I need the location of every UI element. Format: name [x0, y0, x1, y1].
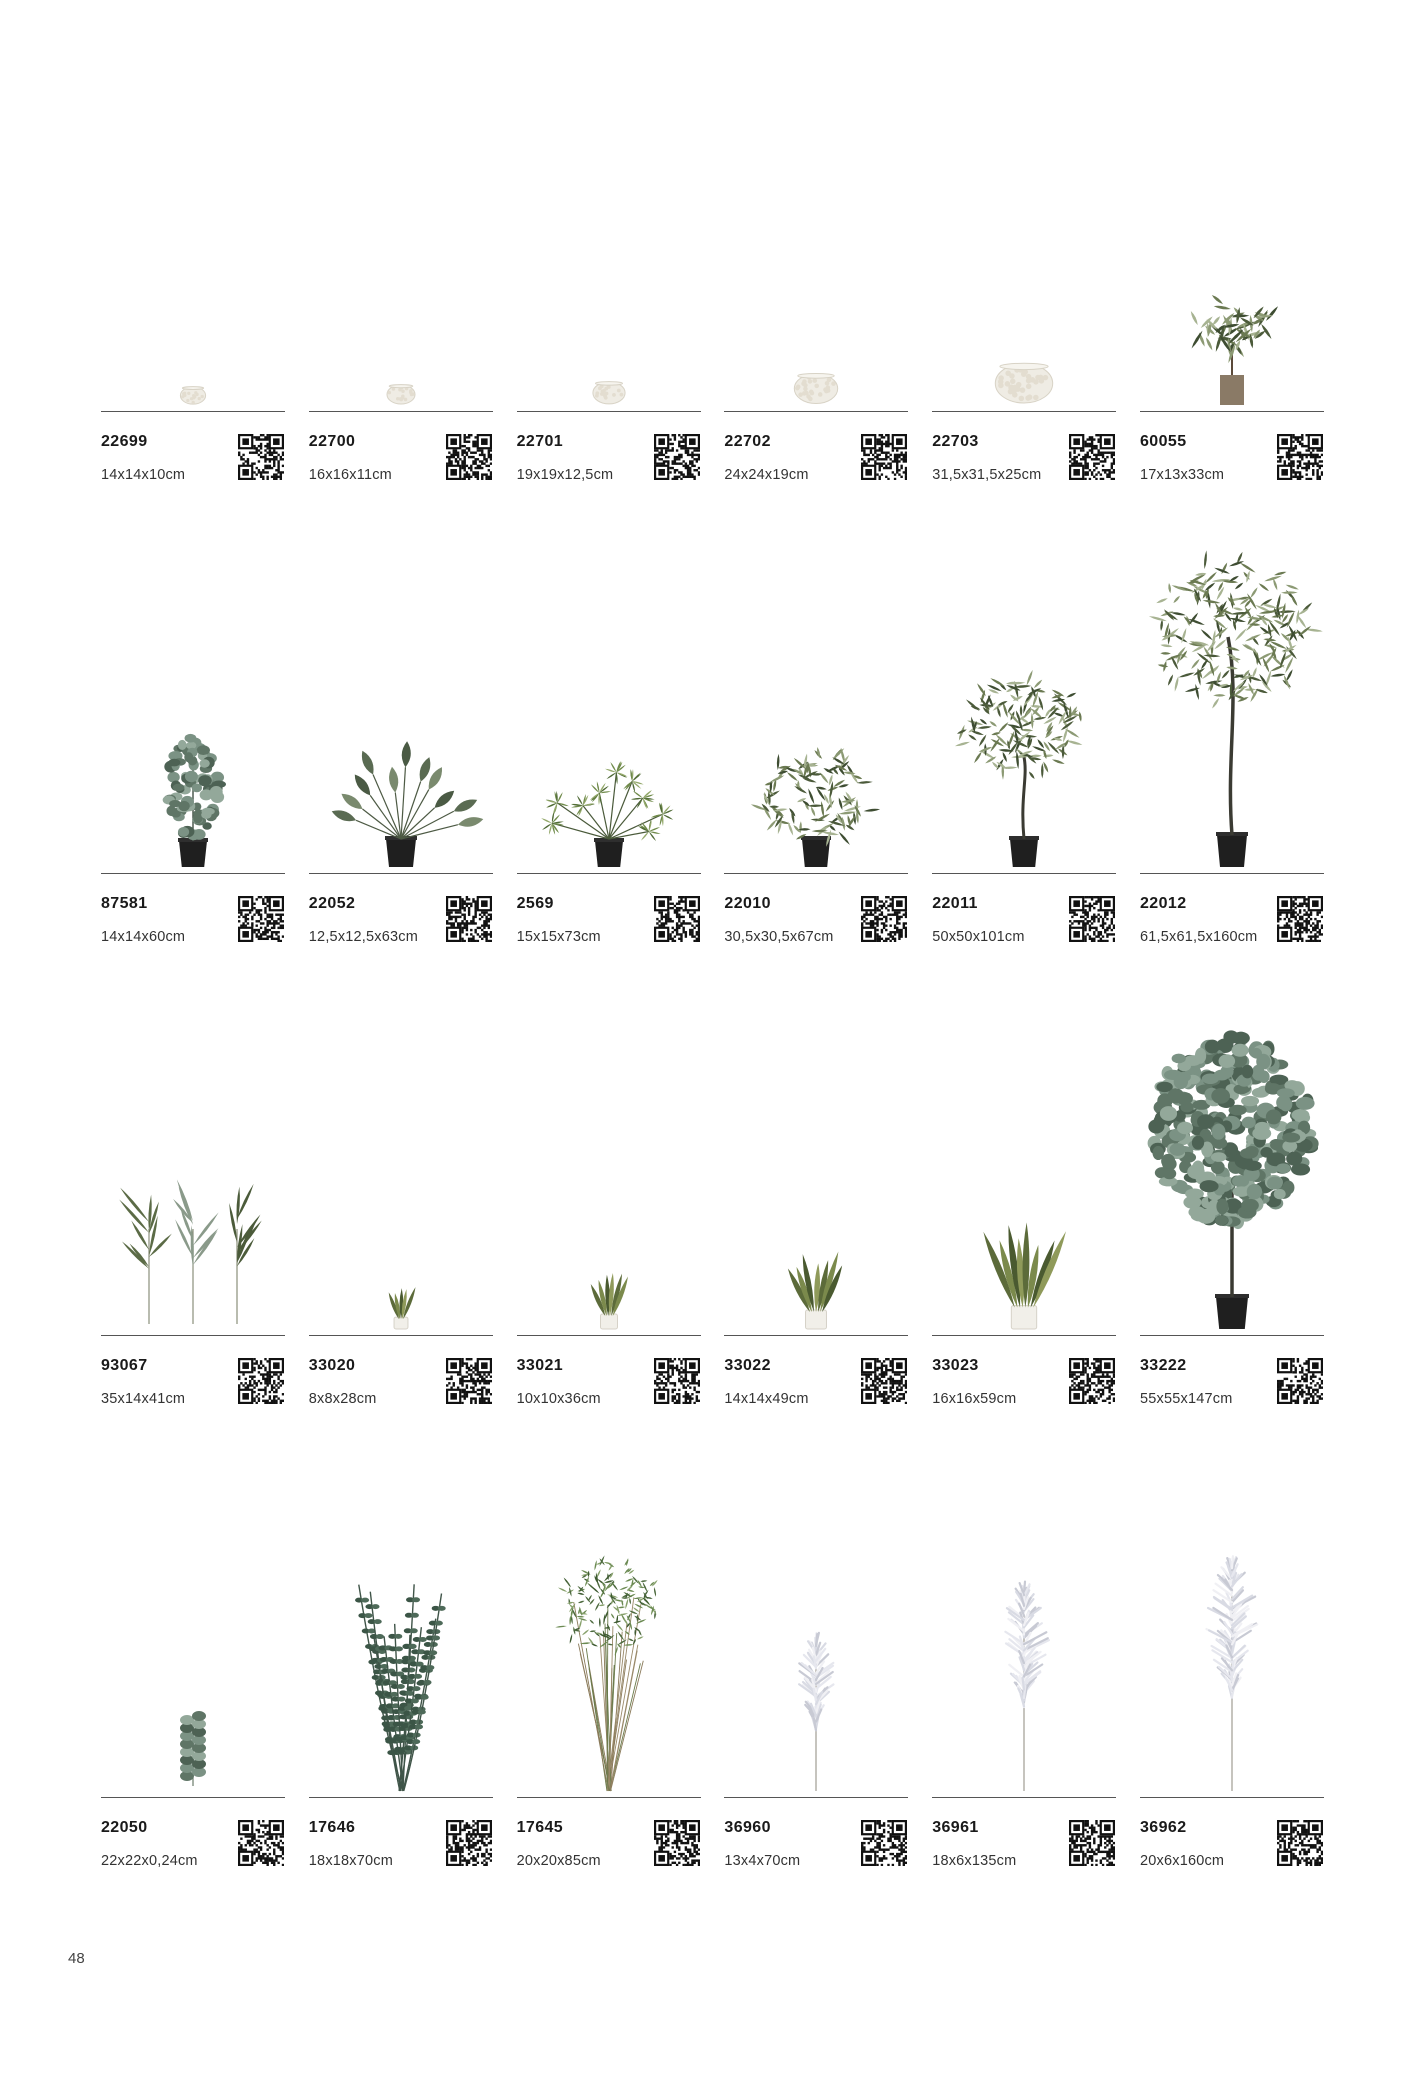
product-image — [101, 1174, 285, 1334]
product-dimensions: 50x50x101cm — [932, 929, 1024, 945]
product-item — [101, 1636, 285, 2098]
product-code: 22050 — [101, 1819, 148, 1837]
product-code: 36962 — [1140, 1819, 1187, 1837]
divider — [1140, 1335, 1324, 1336]
qr-code-icon[interactable] — [1069, 1358, 1115, 1404]
product-code: 36961 — [932, 1819, 979, 1837]
product-dimensions: 10x10x36cm — [517, 1391, 601, 1407]
divider — [517, 873, 701, 874]
product-code: 33020 — [309, 1357, 356, 1375]
product-dimensions: 22x22x0,24cm — [101, 1853, 198, 1869]
qr-code-icon[interactable] — [654, 1358, 700, 1404]
product-image — [1140, 1636, 1324, 1796]
product-code: 22012 — [1140, 895, 1187, 913]
divider — [101, 1797, 285, 1798]
qr-code-icon[interactable] — [238, 896, 284, 942]
divider — [724, 1335, 908, 1336]
qr-code-icon[interactable] — [238, 1820, 284, 1866]
product-item — [724, 1174, 908, 1636]
product-image — [309, 1174, 493, 1334]
product-dimensions: 30,5x30,5x67cm — [724, 929, 833, 945]
product-code: 22052 — [309, 895, 356, 913]
divider — [724, 1797, 908, 1798]
product-dimensions: 20x20x85cm — [517, 1853, 601, 1869]
qr-code-icon[interactable] — [654, 434, 700, 480]
product-dimensions: 24x24x19cm — [724, 467, 808, 483]
qr-code-icon[interactable] — [446, 896, 492, 942]
product-image — [932, 1174, 1116, 1334]
product-code: 17646 — [309, 1819, 356, 1837]
qr-code-icon[interactable] — [654, 1820, 700, 1866]
product-item — [932, 1636, 1116, 2098]
divider — [101, 1335, 285, 1336]
qr-code-icon[interactable] — [1069, 434, 1115, 480]
qr-code-icon[interactable] — [861, 896, 907, 942]
product-code: 22011 — [932, 895, 978, 913]
product-dimensions: 18x6x135cm — [932, 1853, 1016, 1869]
product-code: 33022 — [724, 1357, 771, 1375]
divider — [517, 1797, 701, 1798]
product-image — [724, 712, 908, 872]
product-dimensions: 17x13x33cm — [1140, 467, 1224, 483]
divider — [309, 873, 493, 874]
product-code: 22702 — [724, 433, 771, 451]
product-dimensions: 35x14x41cm — [101, 1391, 185, 1407]
product-item — [101, 250, 285, 712]
qr-code-icon[interactable] — [446, 1358, 492, 1404]
divider — [517, 411, 701, 412]
product-dimensions: 14x14x10cm — [101, 467, 185, 483]
product-item — [932, 250, 1116, 712]
qr-code-icon[interactable] — [861, 434, 907, 480]
product-code: 87581 — [101, 895, 148, 913]
product-item — [724, 250, 908, 712]
product-dimensions: 31,5x31,5x25cm — [932, 467, 1041, 483]
qr-code-icon[interactable] — [861, 1358, 907, 1404]
product-image — [309, 712, 493, 872]
product-image — [309, 1636, 493, 1796]
divider — [101, 411, 285, 412]
product-code: 60055 — [1140, 433, 1187, 451]
product-grid — [101, 250, 1324, 2098]
product-code: 22700 — [309, 433, 356, 451]
product-dimensions: 19x19x12,5cm — [517, 467, 614, 483]
product-row — [101, 1636, 1324, 2098]
product-code: 22010 — [724, 895, 771, 913]
product-code: 22699 — [101, 433, 148, 451]
product-dimensions: 14x14x49cm — [724, 1391, 808, 1407]
product-image — [932, 250, 1116, 410]
product-item — [517, 1636, 701, 2098]
qr-code-icon[interactable] — [1069, 896, 1115, 942]
product-item — [724, 1636, 908, 2098]
product-item — [101, 712, 285, 1174]
product-code: 22701 — [517, 433, 564, 451]
product-image — [517, 250, 701, 410]
qr-code-icon[interactable] — [238, 434, 284, 480]
product-code: 33222 — [1140, 1357, 1187, 1375]
product-image — [517, 712, 701, 872]
product-row — [101, 712, 1324, 1174]
divider — [309, 1335, 493, 1336]
product-item — [309, 250, 493, 712]
product-image — [1140, 250, 1324, 410]
qr-code-icon[interactable] — [654, 896, 700, 942]
divider — [724, 873, 908, 874]
qr-code-icon[interactable] — [446, 1820, 492, 1866]
divider — [101, 873, 285, 874]
product-dimensions: 15x15x73cm — [517, 929, 601, 945]
product-item — [309, 712, 493, 1174]
product-dimensions: 12,5x12,5x63cm — [309, 929, 418, 945]
product-item — [517, 1174, 701, 1636]
divider — [1140, 1797, 1324, 1798]
product-code: 17645 — [517, 1819, 564, 1837]
product-image — [932, 1636, 1116, 1796]
qr-code-icon[interactable] — [1277, 1820, 1323, 1866]
product-image — [1140, 712, 1324, 872]
product-code: 2569 — [517, 895, 554, 913]
product-dimensions: 16x16x11cm — [309, 467, 392, 483]
qr-code-icon[interactable] — [446, 434, 492, 480]
product-item — [932, 712, 1116, 1174]
product-dimensions: 61,5x61,5x160cm — [1140, 929, 1257, 945]
product-item — [101, 1174, 285, 1636]
product-item — [1140, 1636, 1324, 2098]
product-image — [101, 712, 285, 872]
page-number: 48 — [68, 1950, 85, 1967]
product-item — [932, 1174, 1116, 1636]
product-code: 36960 — [724, 1819, 771, 1837]
product-item — [309, 1174, 493, 1636]
product-code: 93067 — [101, 1357, 148, 1375]
product-dimensions: 55x55x147cm — [1140, 1391, 1232, 1407]
product-row — [101, 1174, 1324, 1636]
product-row — [101, 250, 1324, 712]
product-image — [101, 250, 285, 410]
divider — [517, 1335, 701, 1336]
product-item — [309, 1636, 493, 2098]
product-image — [517, 1174, 701, 1334]
divider — [932, 411, 1116, 412]
product-image — [724, 1174, 908, 1334]
product-dimensions: 16x16x59cm — [932, 1391, 1016, 1407]
divider — [932, 873, 1116, 874]
product-image — [932, 712, 1116, 872]
product-item — [724, 712, 908, 1174]
product-dimensions: 8x8x28cm — [309, 1391, 377, 1407]
qr-code-icon[interactable] — [1277, 1358, 1323, 1404]
product-code: 33023 — [932, 1357, 979, 1375]
product-item — [517, 250, 701, 712]
divider — [932, 1797, 1116, 1798]
qr-code-icon[interactable] — [238, 1358, 284, 1404]
qr-code-icon[interactable] — [1069, 1820, 1115, 1866]
product-code: 22703 — [932, 433, 979, 451]
product-image — [309, 250, 493, 410]
product-image — [724, 1636, 908, 1796]
divider — [1140, 411, 1324, 412]
product-dimensions: 13x4x70cm — [724, 1853, 800, 1869]
qr-code-icon[interactable] — [1277, 434, 1323, 480]
product-item — [1140, 250, 1324, 712]
divider — [1140, 873, 1324, 874]
divider — [309, 1797, 493, 1798]
qr-code-icon[interactable] — [1277, 896, 1323, 942]
product-image — [1140, 1174, 1324, 1334]
divider — [309, 411, 493, 412]
product-image — [724, 250, 908, 410]
divider — [724, 411, 908, 412]
product-image — [517, 1636, 701, 1796]
product-item — [517, 712, 701, 1174]
product-dimensions: 20x6x160cm — [1140, 1853, 1224, 1869]
product-dimensions: 18x18x70cm — [309, 1853, 393, 1869]
product-image — [101, 1636, 285, 1796]
product-dimensions: 14x14x60cm — [101, 929, 185, 945]
qr-code-icon[interactable] — [861, 1820, 907, 1866]
product-code: 33021 — [517, 1357, 564, 1375]
divider — [932, 1335, 1116, 1336]
